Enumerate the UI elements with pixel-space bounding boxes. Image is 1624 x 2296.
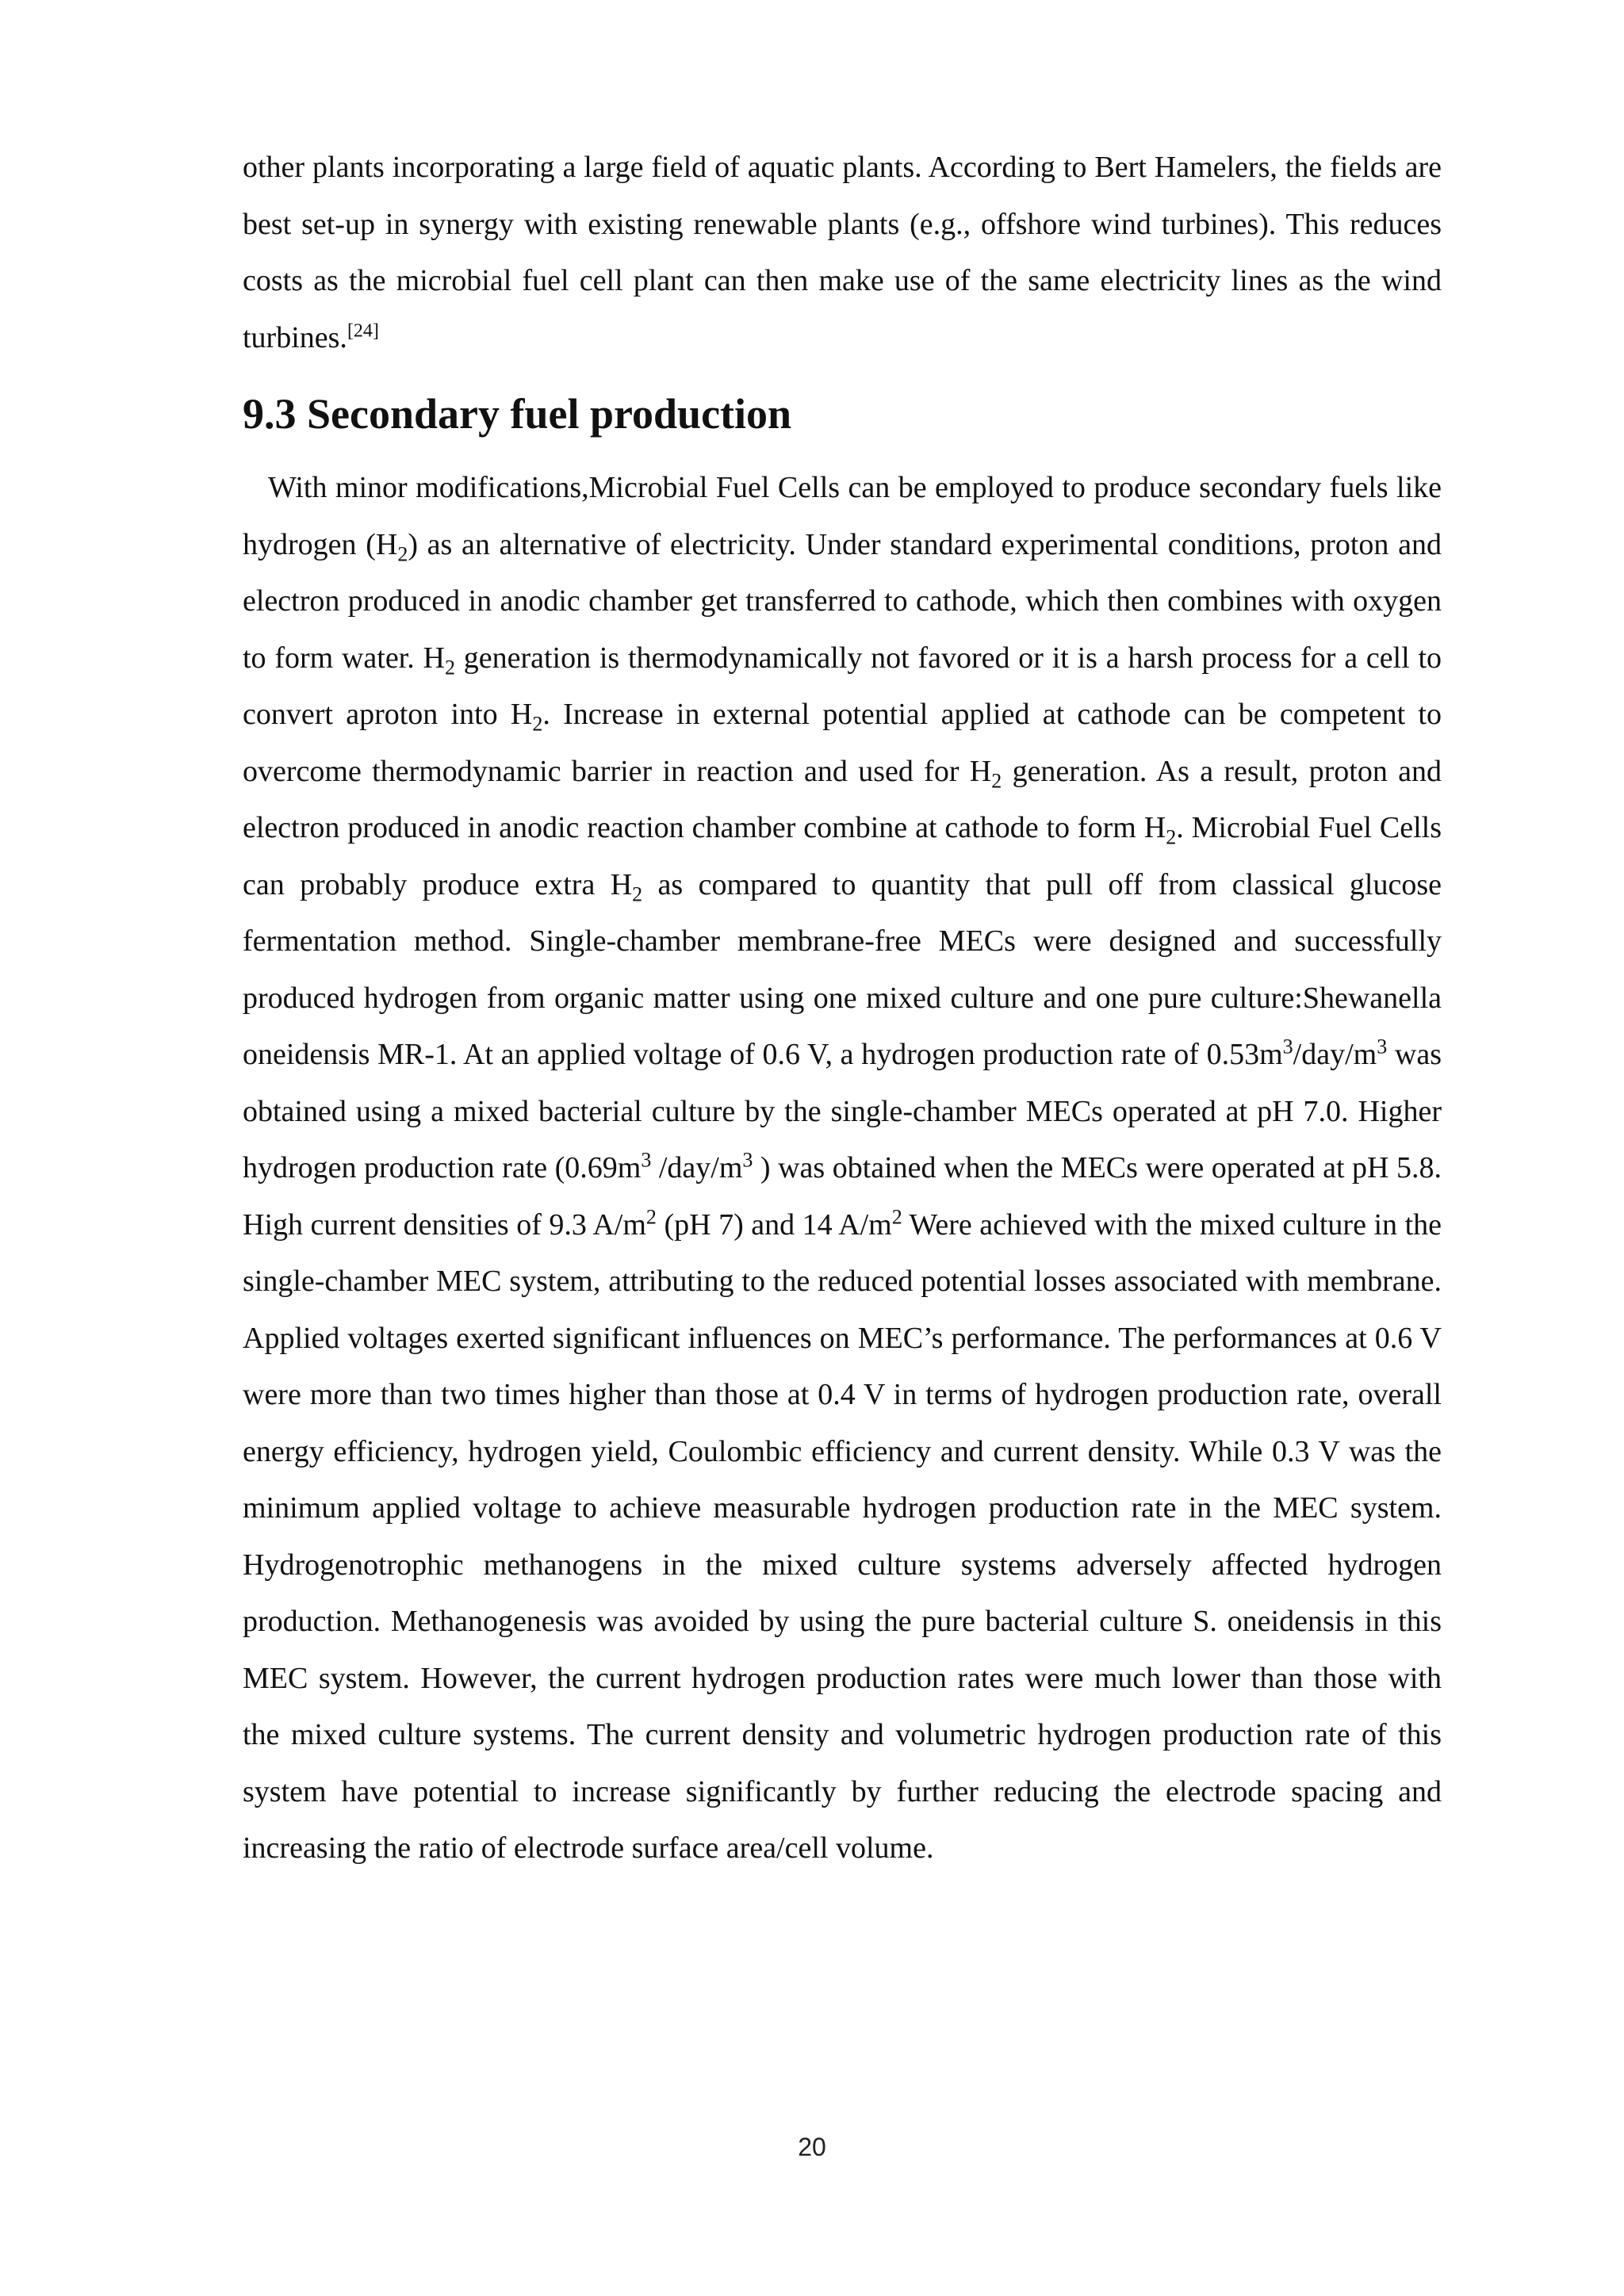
body-paragraph: [243, 460, 1442, 1877]
section-heading: 9.3 Secondary fuel production: [243, 390, 792, 438]
intro-text: other plants incorporating a large field of aquatic plants. According to Bert Hamelers, the fields are best set-up in synergy with existing renewable plants (e.g., offshore wind turbines). This reduces costs as the microbial fuel cell plant can then make use of the same electricity lines as the wind turbines.: [243, 151, 1442, 354]
body-text: . Microbial Fuel Cells can probably produce extra H: [243, 811, 1442, 901]
body-text: as compared to quantity that pull off from classical glucose fermentation method. Single-chamber membrane-free MECs were designed and successfully produced hydrogen from organic matter using one mixed culture and one pure culture:Shewanella oneidensis MR-1. At an applied voltage of 0.6 V, a hydrogen production rate of 0.53m: [243, 867, 1442, 1071]
subscript-2: 2: [397, 542, 408, 566]
body-text: With minor modifications,Microbial Fuel Cells can be employed to produce secondary fuels like hydrogen (H: [243, 471, 1442, 561]
body-text: /day/m: [651, 1151, 743, 1184]
superscript-3: 3: [641, 1148, 652, 1172]
body-text: generation. As a result, proton and electron produced in anodic reaction chamber combine at cathode to form H: [243, 754, 1442, 844]
intro-paragraph: [243, 140, 1442, 366]
page-content: [243, 140, 1442, 1877]
body-text: was obtained using a mixed bacterial culture by the single-chamber MECs operated at pH 7.0. Higher hydrogen production rate (0.69m: [243, 1038, 1442, 1184]
body-text: (pH 7) and 14 A/m: [656, 1207, 892, 1242]
body-text: Were achieved with the mixed culture in the single-chamber MEC system, attributing to the reduced potential losses associated with membrane. Applied voltages exerted significant influences on MEC’s performance. The performances at 0.6 V were more than two times higher than those at 0.4 V in terms of hydrogen production rate, overall energy efficiency, hydrogen yield, Coulombic efficiency and current density. While 0.3 V was the minimum applied voltage to achieve measurable hydrogen production rate in the MEC system. Hydrogenotrophic methanogens in the mixed culture systems adversely affected hydrogen production. Methanogenesis was avoided by using the pure bacterial culture S. oneidensis in this MEC system. However, the current hydrogen production rates were much lower than those with the mixed culture systems. The current density and volumetric hydrogen production rate of this system have potential to increase significantly by further reducing the electrode spacing and increasing the ratio of electrode surface area/cell volume.: [243, 1207, 1442, 1865]
body-text: ) as an alternative of electricity. Under standard experimental conditions, proton and electron produced in anodic chamber get transferred to cathode, which then combines with oxygen to form water. H: [243, 527, 1442, 675]
body-text: ) was obtained when the MECs were operated at pH 5.8. High current densities of 9.3 A/m: [243, 1151, 1442, 1242]
page-number: 20: [798, 2133, 826, 2161]
subscript-2: 2: [444, 656, 455, 679]
superscript-2: 2: [645, 1204, 657, 1228]
subscript-2: 2: [532, 712, 543, 736]
body-text: generation is thermodynamically not favored or it is a harsh process for a cell to convert aproton into H: [243, 641, 1442, 731]
superscript-3: 3: [742, 1148, 753, 1172]
body-text: . Increase in external potential applied at cathode can be competent to overcome thermodynamic barrier in reaction and used for H: [243, 698, 1442, 788]
citation-ref: [24]: [347, 320, 379, 341]
subscript-2: 2: [632, 882, 643, 906]
superscript-3: 3: [1282, 1035, 1293, 1058]
subscript-2: 2: [991, 769, 1002, 793]
superscript-2: 2: [891, 1204, 902, 1228]
subscript-2: 2: [1166, 825, 1177, 849]
superscript-3: 3: [1377, 1035, 1388, 1058]
body-text: /day/m: [1293, 1038, 1377, 1071]
